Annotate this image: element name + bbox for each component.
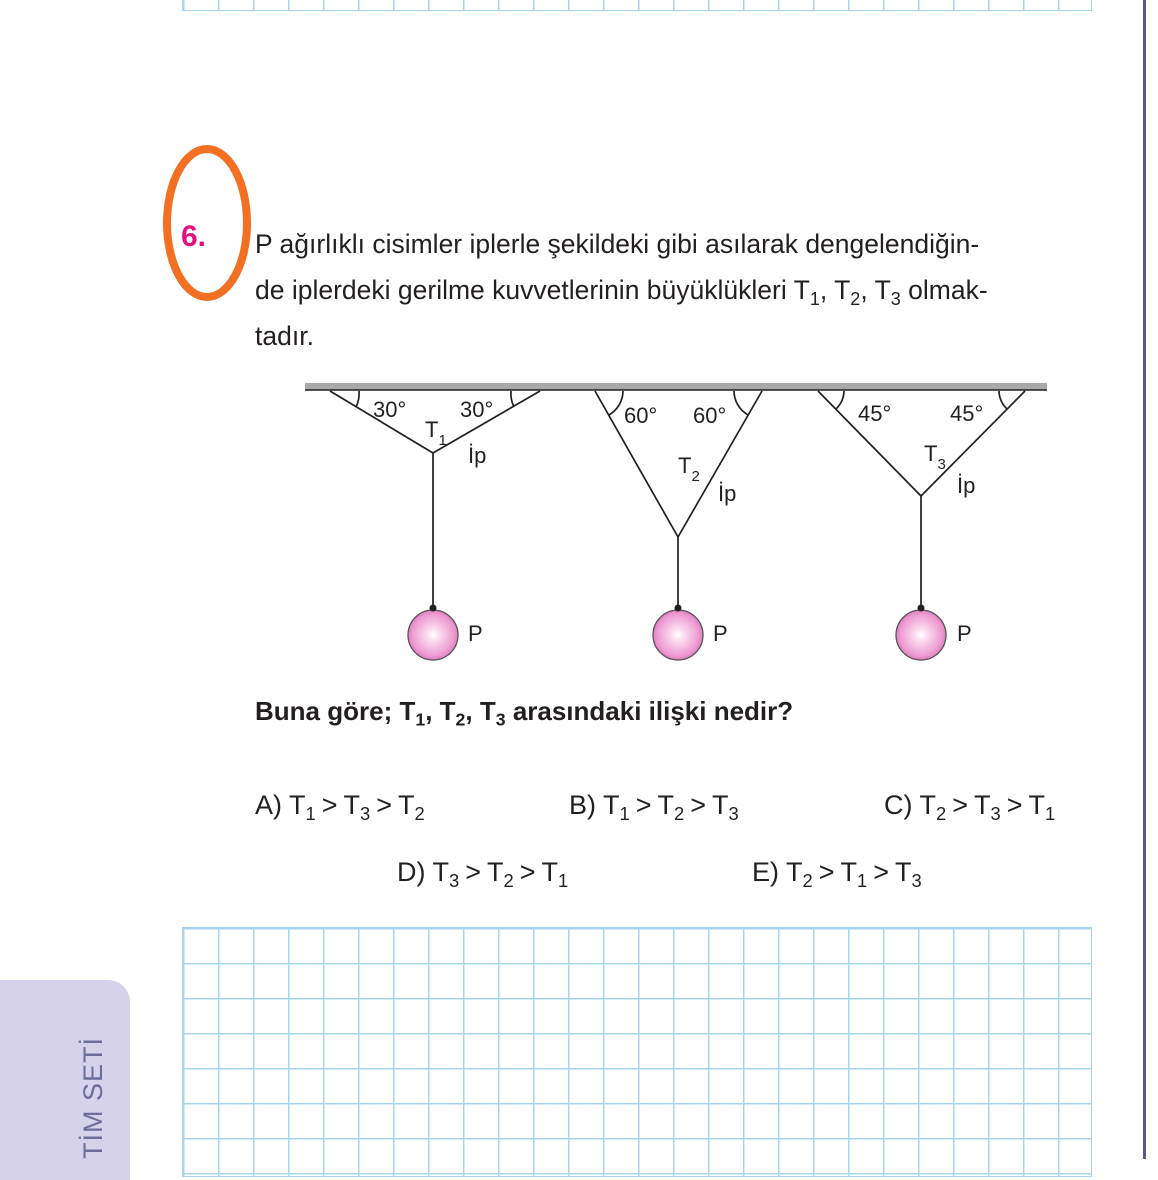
question-line-3: tadır. [255,321,314,351]
rope-label-1: İp [468,443,487,468]
weight-ball-3 [896,610,946,660]
angle-label-1b: 30° [460,397,494,422]
tension-label-3: $T_3$ [924,441,946,473]
angle-label-2b: 60° [693,403,727,428]
angle-label-1a: 30° [373,397,407,422]
question-line-1: P ağırlıklı cisimler iplerle şekildeki gibi asılarak dengelendiğin- [255,229,980,259]
weight-label-1: P [468,621,483,646]
scratch-grid-bottom [182,927,1092,1177]
angle-label-3a: 45° [858,401,892,426]
question-prompt: Buna göre; $T_1$, $T_2$, $T_3$ arasındaki ilişki nedir? [255,696,794,730]
hanging-weights-figure [300,375,1060,675]
side-tab-text: TİM SETİ [78,1037,108,1159]
question-text [255,221,1105,359]
tension-label-1: $T_1$ [425,417,447,449]
weight-label-2: P [713,621,728,646]
page-edge-rule [1143,0,1146,1159]
ceiling [305,383,1047,390]
option-a[interactable]: A) $T_1 > T_3 > T_2$ [255,790,425,824]
weight-label-3: P [957,621,972,646]
weight-ball-1 [408,610,458,660]
weight-ball-2 [653,610,703,660]
question-line-2: de iplerdeki gerilme kuvvetlerinin büyüklükleri $T_1$, $T_2$, $T_3$ olmak- [255,275,988,309]
option-e[interactable]: E) $T_2 > T_1 > T_3$ [752,857,922,891]
rope-label-2: İp [718,481,737,506]
scratch-grid-top [182,0,1092,11]
system-2 [595,391,762,605]
option-d[interactable]: D) $T_3 > T_2 > T_1$ [397,857,569,891]
question-number: 6. [181,220,207,253]
option-b[interactable]: B) $T_1 > T_2 > T_3$ [569,790,739,824]
angle-label-2a: 60° [624,403,658,428]
angle-label-3b: 45° [950,401,984,426]
tension-label-2: $T_2$ [678,453,700,485]
system-3 [818,391,1025,605]
circled-number-mark [160,142,260,307]
side-tab [0,980,130,1180]
rope-label-3: İp [957,473,976,498]
option-c[interactable]: C) $T_2 > T_3 > T_1$ [884,790,1056,824]
